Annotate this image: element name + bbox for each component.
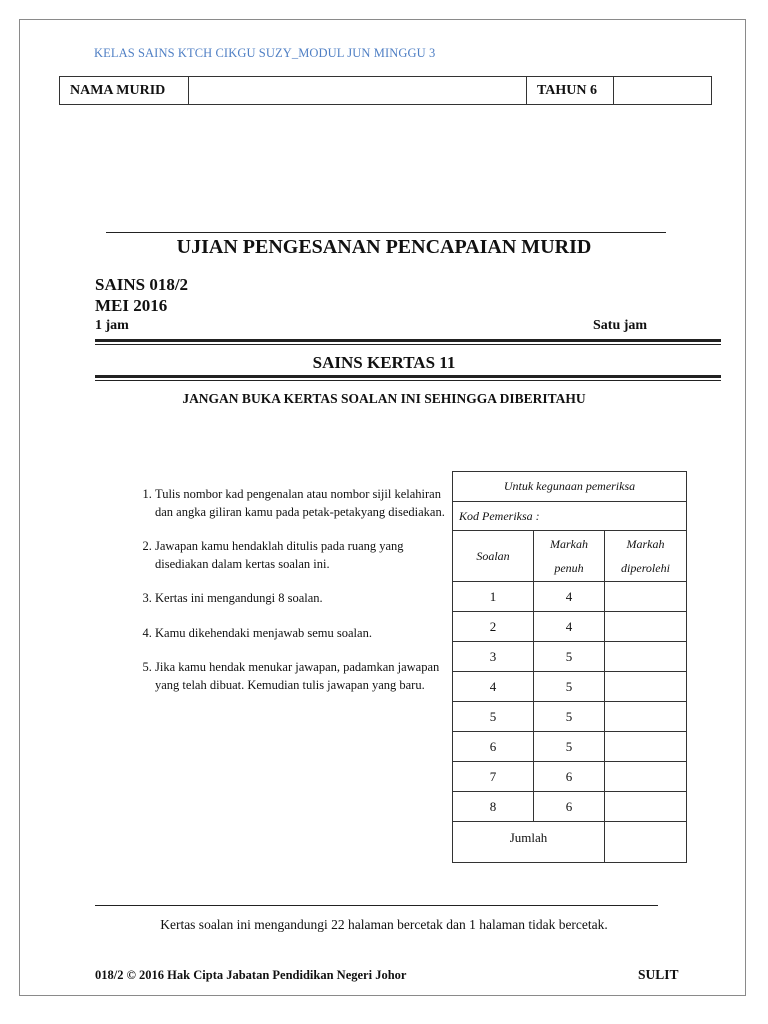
exam-title: UJIAN PENGESANAN PENCAPAIAN MURID xyxy=(176,236,592,258)
obtained-marks-cell[interactable] xyxy=(605,792,687,822)
full-marks: 4 xyxy=(534,612,605,642)
class-header-line: KELAS SAINS KTCH CIKGU SUZY_MODUL JUN MINGGU 3 xyxy=(94,46,436,60)
col-header-obtained: Markah diperolehi xyxy=(605,531,687,582)
table-row xyxy=(453,732,687,762)
footer-rule xyxy=(95,905,658,906)
full-marks: 5 xyxy=(534,642,605,672)
obtained-marks-cell[interactable] xyxy=(605,582,687,612)
instruction-item: 5. Jika kamu hendak menukar jawapan, padamkan jawapan yang telah dibuat. Kemudian tulis jawapan yang baru. xyxy=(155,659,445,694)
question-number: 4 xyxy=(453,672,534,702)
full-marks: 5 xyxy=(534,672,605,702)
instructions-list xyxy=(111,486,445,711)
full-marks: 5 xyxy=(534,732,605,762)
question-number: 5 xyxy=(453,702,534,732)
table-row xyxy=(453,702,687,732)
obtained-marks-cell[interactable] xyxy=(605,702,687,732)
student-name-table xyxy=(59,76,712,105)
total-marks-cell[interactable] xyxy=(605,822,687,863)
classification-label: SULIT xyxy=(638,967,679,982)
instruction-item: 1. Tulis nombor kad pengenalan atau nombor sijil kelahiran dan angka giliran kamu pada petak-petakyang disediakan. xyxy=(155,486,445,521)
table-row xyxy=(453,672,687,702)
exam-date: MEI 2016 xyxy=(95,296,168,315)
col-header-full-marks: Markah penuh xyxy=(534,531,605,582)
obtained-marks-cell[interactable] xyxy=(605,762,687,792)
pages-note: Kertas soalan ini mengandungi 22 halaman bercetak dan 1 halaman tidak bercetak. xyxy=(160,917,608,932)
examiner-table xyxy=(452,471,687,863)
total-label: Jumlah xyxy=(453,822,605,863)
examiner-table-heading: Untuk kegunaan pemeriksa xyxy=(453,472,687,502)
double-rule-bottom-a xyxy=(95,375,721,378)
obtained-marks-cell[interactable] xyxy=(605,612,687,642)
duration-words: Satu jam xyxy=(593,318,648,333)
question-number: 8 xyxy=(453,792,534,822)
question-number: 1 xyxy=(453,582,534,612)
instruction-item: 2. Jawapan kamu hendaklah ditulis pada ruang yang disediakan dalam kertas soalan ini. xyxy=(155,538,445,573)
question-number: 6 xyxy=(453,732,534,762)
col-header-question: Soalan xyxy=(453,531,534,582)
table-row xyxy=(453,612,687,642)
table-row xyxy=(453,642,687,672)
title-rule xyxy=(106,232,666,233)
name-label: NAMA MURID xyxy=(60,77,189,105)
table-row xyxy=(453,582,687,612)
question-number: 3 xyxy=(453,642,534,672)
year-field[interactable] xyxy=(614,77,712,105)
duration-numeric: 1 jam xyxy=(95,318,129,333)
instruction-item: 3. Kertas ini mengandungi 8 soalan. xyxy=(155,590,445,608)
full-marks: 4 xyxy=(534,582,605,612)
name-field[interactable] xyxy=(189,77,527,105)
double-rule-top-a xyxy=(95,339,721,342)
instruction-item: 4. Kamu dikehendaki menjawab semu soalan. xyxy=(155,625,445,643)
paper-title: SAINS KERTAS 11 xyxy=(312,353,456,372)
examiner-code-label: Kod Pemeriksa : xyxy=(453,502,687,531)
subject-code: SAINS 018/2 xyxy=(95,275,189,294)
obtained-marks-cell[interactable] xyxy=(605,672,687,702)
question-number: 2 xyxy=(453,612,534,642)
full-marks: 5 xyxy=(534,702,605,732)
obtained-marks-cell[interactable] xyxy=(605,732,687,762)
double-rule-bottom-b xyxy=(95,380,721,381)
copyright-line: 018/2 © 2016 Hak Cipta Jabatan Pendidikan Negeri Johor xyxy=(95,968,407,982)
double-rule-top-b xyxy=(95,344,721,345)
obtained-marks-cell[interactable] xyxy=(605,642,687,672)
warning-text: JANGAN BUKA KERTAS SOALAN INI SEHINGGA DIBERITAHU xyxy=(182,391,586,406)
year-label: TAHUN 6 xyxy=(527,77,614,105)
question-number: 7 xyxy=(453,762,534,792)
full-marks: 6 xyxy=(534,762,605,792)
table-row xyxy=(453,762,687,792)
full-marks: 6 xyxy=(534,792,605,822)
table-row xyxy=(453,792,687,822)
